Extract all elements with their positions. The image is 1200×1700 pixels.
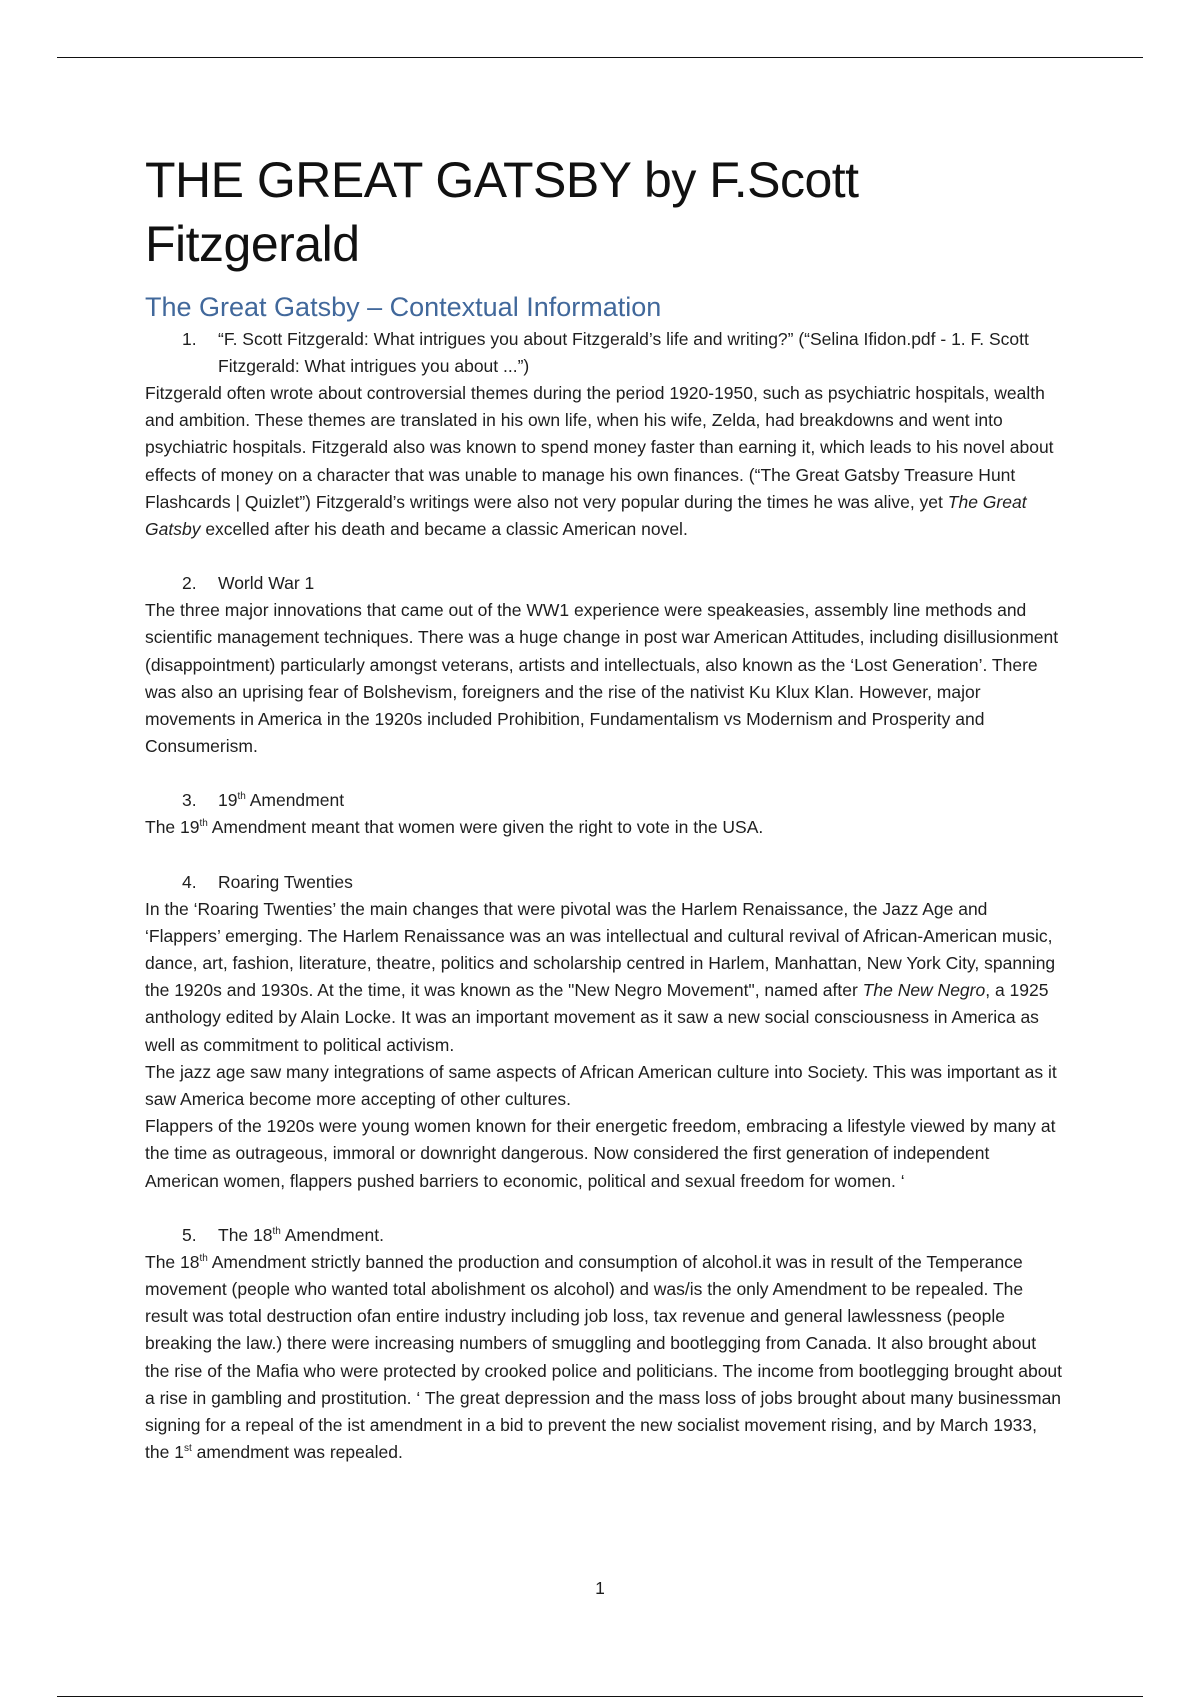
paragraph-fitzgerald: Fitzgerald often wrote about controversial themes during the period 1920-1950, such as psychiatric hospitals, wealth and ambition. These themes are translated in his own life, when his wife, Zelda, had breakdowns and went into psychiatric hospitals. Fitzgerald also was known to spend money faster than earning it, which leads to his novel about effects of money on a character that was unable to manage his own finances. (“The Great Gatsby Treasure Hunt Flashcards | Quizlet”) Fitzgerald’s writings were also not very popular during the times he was alive, yet The Great Gatsby excelled after his death and became a classic American novel. [145,383,1054,540]
top-rule [57,57,1143,58]
document-page [145,148,1065,1467]
list-heading-text: World War 1 [218,573,315,594]
paragraph-world-war-1: The three major innovations that came out of the WW1 experience were speakeasies, assembly line methods and scientific management techniques. There was a huge change in post war American Attitudes, including disillusionment (disappointment) particularly amongst veterans, artists and intellectuals, also known as the ‘Lost Generation’. There was also an uprising fear of Bolshevism, foreigners and the rise of the nativist Ku Klux Klan. However, major movements in America in the 1920s included Prohibition, Fundamentalism vs Modernism and Prosperity and Consumerism. [145,600,1059,757]
list-number: 4. [182,871,197,892]
numbered-heading-3 [182,787,1065,814]
numbered-heading-5 [182,1222,1065,1249]
numbered-heading-2 [182,570,1065,597]
list-heading-text: “F. Scott Fitzgerald: What intrigues you about Fitzgerald’s life and writing?” (“Selina Ifidon.pdf - 1. F. Scott Fitzgerald: What intrigues you about ...”) [218,329,1029,376]
paragraph-flappers: Flappers of the 1920s were young women known for their energetic freedom, embracing a lifestyle viewed by many at the time as outrageous, immoral or downright dangerous. Now considered the first generation of independent American women, flappers pushed barriers to economic, political and sexual freedom for women. ‘ [145,1116,1056,1191]
paragraph-jazz-age: The jazz age saw many integrations of same aspects of African American culture into Society. This was important as it saw America become more accepting of other cultures. [145,1061,1057,1110]
list-heading-text: The 18th Amendment. [218,1224,384,1245]
section-heading-contextual-information: The Great Gatsby – Contextual Information [145,292,662,322]
list-number: 3. [182,790,197,811]
page-number: 1 [595,1578,605,1598]
list-number: 5. [182,1224,197,1245]
list-number: 1. [182,329,197,349]
paragraph-18th-amendment: The 18th Amendment strictly banned the production and consumption of alcohol.it was in result of the Temperance movement (people who wanted total abolishment os alcohol) and was/is the only Amendment to be repealed. The result was total destruction ofan entire industry including job loss, tax revenue and general lawlessness (people breaking the law.) there were increasing numbers of smuggling and bootlegging from Canada. It also brought about the rise of the Mafia who were protected by crooked police and politicians. The income from bootlegging brought about a rise in gambling and prostitution. ‘ The great depression and the mass loss of jobs brought about many businessman signing for a repeal of the ist amendment in a bid to prevent the new socialist movement rising, and by March 1933, the 1st amendment was repealed. [145,1251,1063,1463]
paragraph-harlem-renaissance: In the ‘Roaring Twenties’ the main changes that were pivotal was the Harlem Renaissance, the Jazz Age and ‘Flappers’ emerging. The Harlem Renaissance was an was intellectual and cultural revival of African-American music, dance, art, fashion, literature, theatre, politics and scholarship centred in Harlem, Manhattan, New York City, spanning the 1920s and 1930s. At the time, it was known as the "New Negro Movement", named after The New Negro, a 1925 anthology edited by Alain Locke. It was an important movement as it saw a new social consciousness in America as well as commitment to political activism. [145,898,1056,1055]
document-title: THE GREAT GATSBY by F.Scott Fitzgerald [145,152,859,272]
numbered-heading-1 [182,326,1065,380]
list-heading-text: Roaring Twenties [218,871,353,892]
bottom-rule [57,1696,1143,1697]
paragraph-19th-amendment: The 19th Amendment meant that women were given the right to vote in the USA. [145,817,764,838]
list-number: 2. [182,573,197,594]
list-heading-text: 19th Amendment [218,790,345,811]
numbered-heading-4 [182,869,1065,896]
